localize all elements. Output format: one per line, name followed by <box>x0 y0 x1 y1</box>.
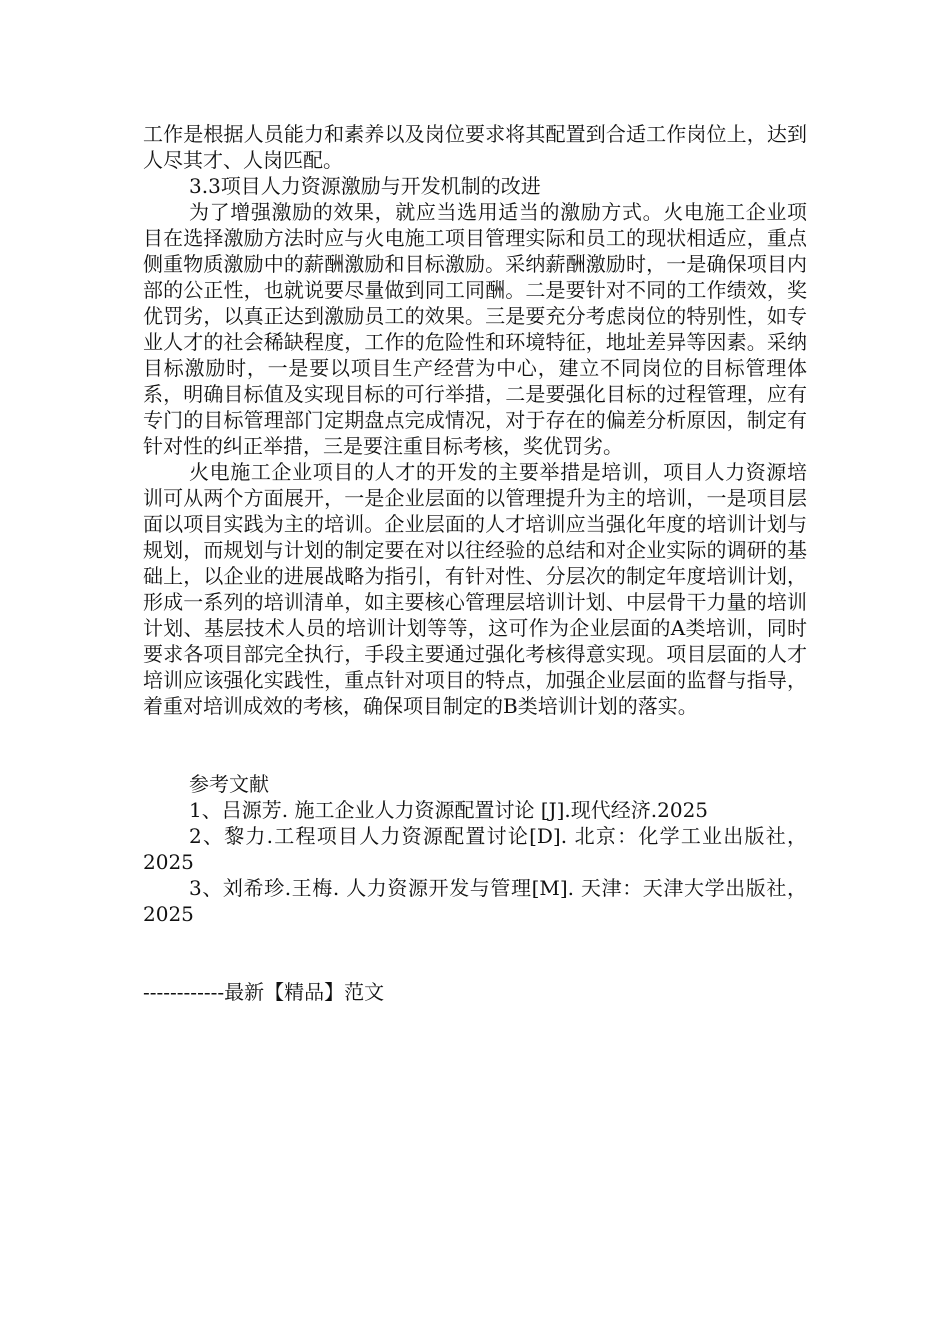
reference-item: 1、吕源芳. 施工企业人力资源配置讨论 [J].现代经济.2025 <box>189 798 709 822</box>
reference-item: 2、黎力.工程项目人力资源配置讨论[D]. 北京：化学工业出版社，2025 <box>143 824 807 874</box>
training-paragraph: 火电施工企业项目的人才的开发的主要举措是培训，项目人力资源培训可从两个方面展开，一是企业层面的以管理提升为主的培训，一是项目层面以项目实践为主的培训。企业层面的人才培训应当强化年度的培训计划与规划，而规划与计划的制定要在对以往经验的总结和对企业实际的调研的基础上，以企业的进展战略为指引，有针对性、分层次的制定年度培训计划，形成一系列的培训清单，如主要核心管理层培训计划、中层骨干力量的培训计划、基层技术人员的培训计划等等，这可作为企业层面的A类培训，同时要求各项目部完全执行，手段主要通过强化考核得意实现。项目层面的人才培训应该强化实践性，重点针对项目的特点，加强企业层面的监督与指导，着重对培训成效的考核，确保项目制定的B类培训计划的落实。 <box>143 460 807 718</box>
section-heading: 3.3项目人力资源激励与开发机制的改进 <box>189 174 541 198</box>
references-heading: 参考文献 <box>189 772 269 796</box>
footer-text: ------------最新【精品】范文 <box>143 980 385 1004</box>
footer-spacer <box>143 927 807 979</box>
incentive-paragraph: 为了增强激励的效果，就应当选用适当的激励方式。火电施工企业项目在选择激励方法时应与火电施工项目管理实际和员工的现状相适应，重点侧重物质激励中的薪酬激励和目标激励。采纳薪酬激励时，一是确保项目内部的公正性，也就说要尽量做到同工同酬。二是要针对不同的工作绩效，奖优罚劣，以真正达到激励员工的效果。三是要充分考虑岗位的特别性，如专业人才的社会稀缺程度，工作的危险性和环境特征，地址差异等因素。采纳目标激励时，一是要以项目生产经营为中心，建立不同岗位的目标管理体系，明确目标值及实现目标的可行举措，二是要强化目标的过程管理，应有专门的目标管理部门定期盘点完成情况，对于存在的偏差分析原因，制定有针对性的纠正举措，三是要注重目标考核，奖优罚劣。 <box>143 200 807 458</box>
section-spacer <box>143 719 807 771</box>
continuation-paragraph: 工作是根据人员能力和素养以及岗位要求将其配置到合适工作岗位上，达到人尽其才、人岗匹配。 <box>143 122 807 172</box>
document-text-body <box>143 121 807 1005</box>
reference-item: 3、刘希珍.王梅. 人力资源开发与管理[M]. 天津：天津大学出版社，2025 <box>143 876 807 926</box>
